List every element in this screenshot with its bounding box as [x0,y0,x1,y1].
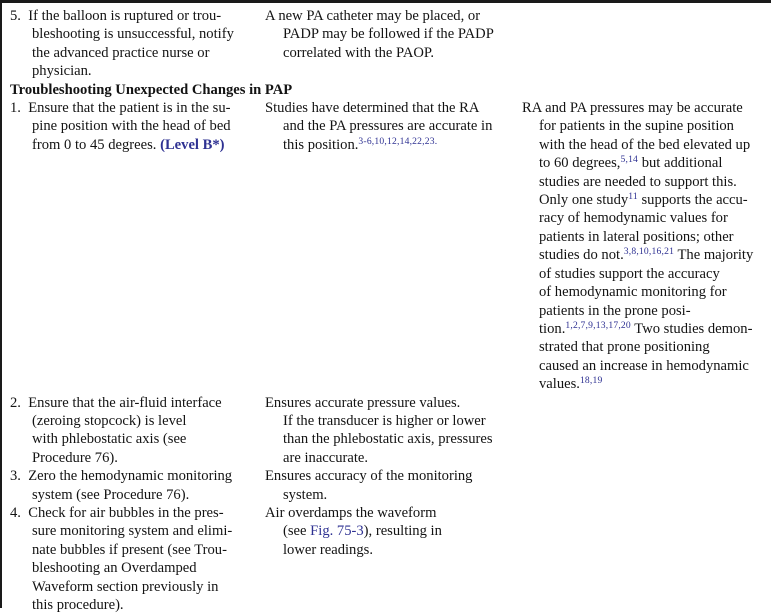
rationale-cell [259,99,516,394]
special-considerations-cell [516,394,771,468]
steps-cell [2,504,259,614]
step-item-5: 5. If the balloon is ruptured or trou- bleshooting is unsuccessful, notify the advanced practice nurse or physician. [10,8,234,80]
citation-superscript: 3-6,10,12,14,22,23. [358,135,438,147]
special-considerations-step1: RA and PA pressures may be accurate for patients in the supine position with the head of the bed elevated up to 60 degrees,$^{5,14}$ but additional studies are needed to support this. Only one study$^{11}$ supports the accu- racy of hemodynamic values for patients in lateral positions; other studies do not.$^{3,8,10,16,21}$ The majority of studies support the accuracy of hemodynamic monitoring for patients in the prone posi- tion.$^{1,2,7,9,13,17,20}$ Two studies demon- strated that prone positioning caused an increase in hemodynamic values.$^{18,19}$ [522,100,754,393]
citation-superscript: 3,8,10,16,21 [623,246,675,258]
steps-cell [2,467,259,504]
steps-cell [2,394,259,468]
citation-superscript: 1,2,7,9,13,17,20 [565,319,631,331]
table-row-step2 [2,394,771,468]
steps-cell [2,99,259,394]
special-considerations-cell [516,99,771,394]
rationale-step5: A new PA catheter may be placed, or PADP may be followed if the PADP correlated with the PAOP. [265,8,494,61]
citation-superscript: 18,19 [579,375,603,387]
citation-superscript: 11 [628,191,638,203]
step-item-2: 2. Ensure that the air-fluid interface (zeroing stopcock) is level with phlebostatic axis (see Procedure 76). [10,394,222,466]
table-row-step4 [2,504,771,614]
steps-cell [2,7,259,81]
rationale-step2: Ensures accurate pressure values. If the transducer is higher or lower than the phlebostatic axis, pressures are inaccurate. [265,394,493,466]
table-row-step1 [2,99,771,394]
special-considerations-cell [516,467,771,504]
table-row-step5 [2,7,771,81]
rationale-cell [259,467,516,504]
rationale-step1: Studies have determined that the RA and the PA pressures are accurate in this position.$^{3-6,10,12,14,22,23.}$ [265,100,493,153]
citation-superscript: 5,14 [620,154,639,166]
step-item-3: 3. Zero the hemodynamic monitoring system (see Procedure 76). [10,468,233,503]
step-item-1: 1. Ensure that the patient is in the su- pine position with the head of bed from 0 to 45 degrees. (Level B*) [10,100,231,153]
table-row-step3 [2,467,771,504]
evidence-level-label: (Level B*) [160,136,225,153]
special-considerations-cell [516,7,771,81]
special-considerations-cell [516,504,771,614]
rationale-step4: Air overdamps the waveform (see Fig. 75-3), resulting in lower readings. [265,504,442,558]
rationale-step3: Ensures accuracy of the monitoring system. [265,468,473,503]
rationale-cell [259,394,516,468]
rationale-cell [259,7,516,81]
figure-cross-reference: Fig. 75-3 [310,523,364,540]
rationale-cell [259,504,516,614]
step-item-4: 4. Check for air bubbles in the pres- sure monitoring system and elimi- nate bubbles if present (see Trou- bleshooting an Overdamped Waveform section previously in this procedure). [10,504,233,613]
section-heading: Troubleshooting Unexpected Changes in PAP [10,81,293,98]
